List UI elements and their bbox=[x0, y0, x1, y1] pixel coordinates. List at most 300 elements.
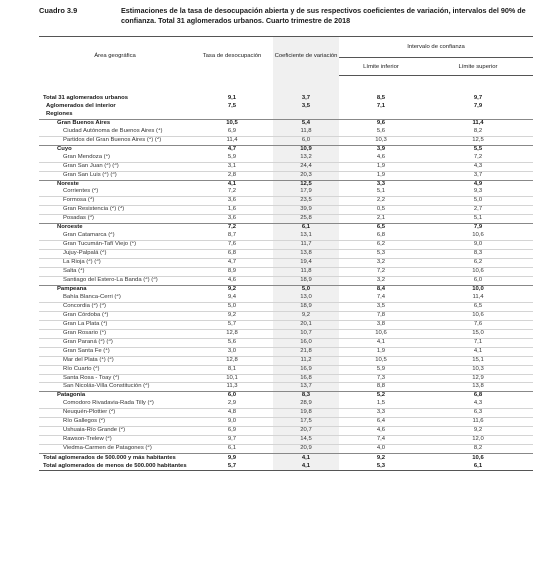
area-name: Formosa bbox=[63, 197, 88, 204]
area-name-cell bbox=[39, 374, 191, 383]
value-limite-inferior: 3,2 bbox=[376, 277, 386, 284]
value-tasa: 5,6 bbox=[191, 338, 273, 347]
value-limite-superior: 6,5 bbox=[423, 302, 533, 311]
spacer-cell bbox=[191, 76, 273, 96]
value-limite-inferior: 4,6 bbox=[339, 427, 423, 436]
value-limite-superior: 9,7 bbox=[473, 95, 483, 101]
header-coef: Coeficiente de variación bbox=[273, 37, 339, 76]
value-tasa: 10,5 bbox=[191, 119, 273, 127]
footnote-marks: ($^2$) bbox=[105, 435, 112, 443]
value-limite-superior: 2,7 bbox=[423, 206, 533, 215]
footnote-marks: ($^2$) bbox=[147, 400, 154, 407]
table-row bbox=[39, 338, 533, 347]
table-row bbox=[39, 232, 533, 240]
table-row bbox=[39, 302, 533, 311]
value-limite-superior: 9,0 bbox=[423, 241, 533, 250]
footnote-marks: ($^2$) ($^3$) bbox=[98, 338, 113, 345]
value-tasa: 12,8 bbox=[191, 356, 273, 365]
value-limite-inferior: 5,6 bbox=[339, 128, 423, 136]
footnote-marks: ($^1$) ($^2$) bbox=[99, 356, 114, 363]
footnote-marks: ($^2$) ($^3$) bbox=[86, 258, 101, 266]
value-limite-superior: 8,2 bbox=[423, 128, 533, 136]
value-coeficiente: 10,9 bbox=[273, 145, 339, 153]
table-row bbox=[39, 347, 533, 356]
value-limite-inferior: 7,4 bbox=[339, 294, 423, 302]
table-row bbox=[39, 206, 533, 215]
value-coeficiente: 20,3 bbox=[273, 171, 339, 180]
area-name-cell bbox=[39, 302, 191, 311]
footnote-marks: ($^2$) bbox=[98, 417, 106, 425]
area-name: Gran Paraná bbox=[63, 338, 99, 345]
value-limite-inferior: 2,1 bbox=[376, 215, 386, 222]
area-name-cell bbox=[39, 95, 191, 103]
table-row bbox=[39, 454, 533, 463]
area-name: Neuquén-Plottier bbox=[63, 409, 109, 416]
value-limite-inferior: 5,3 bbox=[339, 462, 423, 471]
footnote-marks: ($^1$) bbox=[99, 329, 107, 336]
footnote-marks: ($^2$) bbox=[114, 293, 121, 300]
value-tasa: 6,0 bbox=[191, 392, 273, 400]
table-row bbox=[39, 409, 533, 418]
table-row bbox=[39, 268, 533, 277]
area-name-cell bbox=[39, 259, 191, 268]
value-limite-superior: 5,1 bbox=[473, 215, 483, 222]
footnote-marks: ($^2$) bbox=[100, 249, 107, 257]
area-name-cell bbox=[39, 383, 191, 392]
value-tasa: 3,1 bbox=[191, 162, 273, 171]
table-row bbox=[39, 154, 533, 162]
footnote-marks: ($^2$) ($^3$) bbox=[109, 205, 125, 213]
value-coeficiente: 19,8 bbox=[273, 409, 339, 418]
value-coeficiente: 13,8 bbox=[273, 250, 339, 259]
value-coeficiente: 23,5 bbox=[273, 197, 339, 206]
value-coeficiente: 20,7 bbox=[273, 427, 339, 436]
value-tasa: 4,6 bbox=[227, 277, 237, 284]
area-name-cell bbox=[39, 111, 191, 119]
value-limite-superior: 11,4 bbox=[423, 294, 533, 302]
header-tasa: Tasa de desocupación bbox=[202, 53, 262, 60]
value-limite-superior: 7,9 bbox=[423, 224, 533, 232]
area-name-cell bbox=[39, 154, 191, 162]
value-limite-inferior: 5,2 bbox=[339, 392, 423, 400]
value-limite-superior: 10,3 bbox=[423, 365, 533, 374]
value-tasa: 9,0 bbox=[191, 418, 273, 427]
area-name-cell bbox=[39, 232, 191, 240]
header-intervalo: Intervalo de confianza bbox=[339, 37, 533, 58]
value-limite-inferior: 8,4 bbox=[339, 285, 423, 293]
area-name-cell bbox=[39, 294, 191, 302]
value-coeficiente: 11,8 bbox=[273, 128, 339, 136]
value-limite-superior: 7,6 bbox=[423, 320, 533, 329]
value-limite-inferior: 4,6 bbox=[339, 154, 423, 162]
value-tasa: 2,8 bbox=[227, 171, 237, 178]
table-row bbox=[39, 250, 533, 259]
table-row bbox=[39, 180, 533, 188]
value-limite-inferior: 1,9 bbox=[376, 171, 386, 178]
footnote-marks: ($^2$) bbox=[145, 444, 152, 452]
table-number: Cuadro 3.9 bbox=[39, 6, 78, 15]
value-limite-superior: 10,6 bbox=[423, 454, 533, 463]
value-tasa: 5,7 bbox=[191, 320, 273, 329]
footnote-marks: ($^2$) ($^3$) bbox=[104, 162, 119, 169]
area-name: Gran Resistencia bbox=[63, 206, 110, 213]
table-row bbox=[39, 436, 533, 445]
table-row bbox=[39, 277, 533, 286]
table-row bbox=[39, 418, 533, 427]
area-name-cell bbox=[39, 436, 191, 445]
value-limite-inferior: 2,2 bbox=[339, 197, 423, 206]
value-limite-inferior bbox=[339, 111, 423, 119]
value-coeficiente: 6,0 bbox=[273, 136, 339, 145]
value-limite-inferior: 8,5 bbox=[376, 95, 386, 101]
table-row bbox=[39, 356, 533, 365]
area-name-cell bbox=[39, 241, 191, 250]
area-name-cell bbox=[39, 392, 191, 400]
value-tasa: 9,4 bbox=[191, 294, 273, 302]
area-name-cell bbox=[39, 329, 191, 338]
value-tasa: 8,1 bbox=[191, 365, 273, 374]
area-name-cell bbox=[39, 338, 191, 347]
area-name: Río Cuarto bbox=[63, 365, 94, 372]
area-name: Gran Santa Fe bbox=[63, 347, 104, 354]
value-coeficiente: 17,9 bbox=[273, 188, 339, 196]
value-limite-superior: 4,1 bbox=[423, 347, 533, 356]
value-limite-superior: 6,1 bbox=[423, 462, 533, 471]
value-limite-superior: 13,8 bbox=[472, 383, 484, 390]
area-name-cell bbox=[39, 320, 191, 329]
footnote-marks: ($^2$) ($^3$) bbox=[102, 171, 117, 178]
table-row bbox=[39, 285, 533, 293]
area-name-cell bbox=[39, 215, 191, 224]
area-name-cell bbox=[39, 409, 191, 418]
table-header bbox=[39, 37, 533, 76]
table-row bbox=[39, 320, 533, 329]
value-tasa: 6,8 bbox=[191, 250, 273, 259]
area-name: Cuyo bbox=[57, 145, 72, 152]
value-tasa: 1,6 bbox=[191, 206, 273, 215]
value-tasa: 8,7 bbox=[191, 232, 273, 240]
value-limite-inferior: 3,8 bbox=[339, 320, 423, 329]
value-coeficiente: 19,4 bbox=[273, 259, 339, 268]
spacer-cell bbox=[339, 76, 423, 96]
value-coeficiente: 8,3 bbox=[273, 392, 339, 400]
value-tasa: 9,9 bbox=[191, 454, 273, 463]
table-row bbox=[39, 128, 533, 136]
value-coeficiente: 10,7 bbox=[273, 329, 339, 338]
value-limite-superior: 8,2 bbox=[473, 445, 483, 452]
value-coeficiente: 3,7 bbox=[273, 95, 339, 103]
value-limite-superior: 11,6 bbox=[423, 418, 533, 427]
area-name: Concordia bbox=[63, 302, 92, 309]
value-limite-superior: 10,6 bbox=[423, 311, 533, 320]
value-coeficiente: 13,1 bbox=[273, 232, 339, 240]
value-limite-inferior: 9,2 bbox=[339, 454, 423, 463]
value-coeficiente: 4,1 bbox=[273, 462, 339, 471]
area-name: Regiones bbox=[46, 110, 73, 117]
table-row bbox=[39, 427, 533, 436]
area-name: Mar del Plata bbox=[63, 356, 100, 363]
value-limite-inferior: 6,4 bbox=[339, 418, 423, 427]
value-limite-superior: 7,9 bbox=[473, 102, 483, 109]
value-tasa: 8,9 bbox=[191, 268, 273, 277]
value-coeficiente: 4,1 bbox=[273, 454, 339, 463]
value-limite-superior: 6,2 bbox=[423, 259, 533, 268]
value-limite-inferior: 7,8 bbox=[339, 311, 423, 320]
area-name: Aglomerados del interior bbox=[46, 102, 116, 109]
table-row bbox=[39, 392, 533, 400]
value-limite-inferior: 4,1 bbox=[339, 338, 423, 347]
table-row bbox=[39, 119, 533, 127]
value-coeficiente: 11,7 bbox=[273, 241, 339, 250]
value-limite-superior: 3,7 bbox=[473, 171, 483, 178]
value-coeficiente: 16,8 bbox=[273, 374, 339, 383]
value-tasa: 9,2 bbox=[191, 285, 273, 293]
value-limite-superior: 7,1 bbox=[423, 338, 533, 347]
area-name-cell bbox=[39, 136, 191, 145]
value-limite-inferior: 0,5 bbox=[339, 206, 423, 215]
value-limite-inferior: 6,5 bbox=[339, 224, 423, 232]
value-coeficiente: 16,0 bbox=[273, 338, 339, 347]
value-limite-inferior: 9,6 bbox=[339, 119, 423, 127]
value-limite-inferior: 3,5 bbox=[339, 302, 423, 311]
value-coeficiente: 14,5 bbox=[273, 436, 339, 445]
value-limite-inferior: 5,1 bbox=[339, 188, 423, 196]
footnote-marks: ($^1$) bbox=[129, 240, 137, 248]
spacer-cell bbox=[423, 76, 533, 96]
area-name-cell bbox=[39, 250, 191, 259]
area-name: La Rioja bbox=[63, 259, 87, 266]
area-name-cell bbox=[39, 128, 191, 136]
footnote-marks: ($^1$) bbox=[156, 127, 163, 134]
value-limite-inferior: 6,8 bbox=[339, 232, 423, 240]
table-row bbox=[39, 329, 533, 338]
area-name-cell bbox=[39, 454, 191, 463]
table-row bbox=[39, 383, 533, 392]
footnote-marks: ($^2$) bbox=[143, 382, 150, 390]
area-name: Posadas bbox=[63, 215, 88, 222]
table-row bbox=[39, 311, 533, 320]
footnote-marks: ($^3$) bbox=[87, 196, 95, 204]
value-tasa: 6,9 bbox=[191, 128, 273, 136]
area-name: Gran San Juan bbox=[63, 162, 105, 169]
value-coeficiente: 39,9 bbox=[273, 206, 339, 215]
value-coeficiente: 16,9 bbox=[273, 365, 339, 374]
value-limite-superior: 15,1 bbox=[423, 356, 533, 365]
area-name: Jujuy-Palpalá bbox=[63, 250, 101, 257]
area-name: Ciudad Autónoma de Buenos Aires bbox=[63, 127, 157, 134]
value-limite-superior: 4,9 bbox=[423, 180, 533, 188]
value-coeficiente: 20,1 bbox=[273, 320, 339, 329]
value-limite-inferior: 3,3 bbox=[339, 409, 423, 418]
value-limite-superior: 4,3 bbox=[423, 162, 533, 171]
area-name: Comodoro Rivadavia-Rada Tilly bbox=[63, 400, 148, 407]
value-tasa: 4,7 bbox=[191, 259, 273, 268]
value-limite-superior: 12,0 bbox=[423, 436, 533, 445]
value-tasa: 7,2 bbox=[191, 188, 273, 196]
value-coeficiente: 20,9 bbox=[273, 445, 339, 454]
value-coeficiente: 13,0 bbox=[273, 294, 339, 302]
value-limite-inferior: 3,3 bbox=[339, 180, 423, 188]
area-name-cell bbox=[39, 285, 191, 293]
value-coeficiente: 24,4 bbox=[273, 162, 339, 171]
value-tasa: 7,6 bbox=[191, 241, 273, 250]
value-limite-superior: 12,9 bbox=[423, 374, 533, 383]
table-row bbox=[39, 259, 533, 268]
value-limite-inferior: 7,1 bbox=[376, 102, 386, 109]
table-row bbox=[39, 136, 533, 145]
area-name: Gran Rosario bbox=[63, 329, 100, 336]
value-coeficiente: 12,5 bbox=[273, 180, 339, 188]
value-tasa bbox=[191, 111, 273, 119]
value-limite-inferior: 5,9 bbox=[339, 365, 423, 374]
area-name: Total aglomerados de 500.000 y más habitantes bbox=[43, 455, 176, 462]
table-row bbox=[39, 294, 533, 302]
table-row bbox=[39, 241, 533, 250]
value-limite-superior: 15,0 bbox=[423, 329, 533, 338]
area-name: Gran Mendoza bbox=[63, 153, 104, 160]
table-row bbox=[39, 215, 533, 224]
table-row bbox=[39, 374, 533, 383]
value-tasa: 5,0 bbox=[191, 302, 273, 311]
area-name-cell bbox=[39, 400, 191, 408]
table-row bbox=[39, 224, 533, 232]
table-body bbox=[39, 76, 533, 471]
area-name-cell bbox=[39, 206, 191, 215]
value-limite-superior: 9,2 bbox=[423, 427, 533, 436]
value-tasa: 5,7 bbox=[191, 462, 273, 471]
area-name: Total 31 aglomerados urbanos bbox=[43, 95, 128, 101]
value-tasa: 11,4 bbox=[226, 136, 238, 143]
value-limite-inferior: 7,2 bbox=[339, 268, 423, 277]
value-limite-superior: 10,6 bbox=[423, 232, 533, 240]
value-coeficiente: 5,0 bbox=[273, 285, 339, 293]
value-limite-superior: 8,3 bbox=[423, 250, 533, 259]
value-limite-superior: 4,3 bbox=[423, 400, 533, 408]
area-name: Partidos del Gran Buenos Aires bbox=[63, 136, 147, 143]
value-coeficiente: 25,8 bbox=[273, 215, 339, 224]
value-tasa: 4,7 bbox=[191, 145, 273, 153]
value-tasa: 12,8 bbox=[191, 329, 273, 338]
value-coeficiente: 13,7 bbox=[273, 383, 339, 392]
value-limite-superior: 10,0 bbox=[423, 285, 533, 293]
area-name-cell bbox=[39, 224, 191, 232]
value-limite-inferior: 10,5 bbox=[339, 356, 423, 365]
area-name-cell bbox=[39, 268, 191, 277]
area-name: Corrientes bbox=[63, 188, 92, 195]
value-limite-inferior: 5,3 bbox=[339, 250, 423, 259]
area-name: Patagonia bbox=[57, 392, 86, 399]
spacer-cell bbox=[39, 76, 191, 96]
area-name: Viedma-Carmen de Patagones bbox=[63, 445, 146, 452]
footnote-marks: ($^2$) bbox=[93, 365, 100, 372]
area-name-cell bbox=[39, 188, 191, 196]
value-limite-superior: 6,0 bbox=[473, 277, 483, 284]
value-coeficiente: 21,8 bbox=[273, 347, 339, 356]
value-coeficiente: 3,5 bbox=[273, 103, 339, 111]
table-row bbox=[39, 145, 533, 153]
value-limite-superior: 9,3 bbox=[423, 188, 533, 196]
unemployment-table bbox=[39, 36, 533, 471]
value-tasa: 7,2 bbox=[191, 224, 273, 232]
area-name: Santiago del Estero-La Banda bbox=[63, 277, 144, 284]
area-name-cell bbox=[39, 103, 191, 111]
area-name: Gran San Luis bbox=[63, 171, 103, 178]
value-tasa: 6,9 bbox=[191, 427, 273, 436]
value-coeficiente: 5,4 bbox=[273, 119, 339, 127]
value-limite-inferior: 1,9 bbox=[339, 162, 423, 171]
value-limite-inferior: 4,0 bbox=[376, 445, 386, 452]
area-name-cell bbox=[39, 418, 191, 427]
table-row bbox=[39, 95, 533, 103]
area-name-cell bbox=[39, 445, 191, 454]
area-name-cell bbox=[39, 311, 191, 320]
area-name: Gran Córdoba bbox=[63, 311, 102, 318]
footnote-marks: ($^1$) bbox=[101, 311, 109, 318]
footnote-marks: ($^2$) bbox=[108, 408, 116, 416]
value-limite-superior: 6,8 bbox=[423, 392, 533, 400]
value-tasa: 4,1 bbox=[191, 180, 273, 188]
value-tasa: 2,9 bbox=[191, 400, 273, 408]
value-limite-inferior: 10,3 bbox=[375, 136, 387, 143]
area-name: Ushuaia-Río Grande bbox=[63, 427, 119, 434]
header-spacer-row bbox=[39, 76, 533, 96]
value-limite-inferior: 3,9 bbox=[339, 145, 423, 153]
area-name: Pampeana bbox=[57, 285, 87, 292]
footnote-marks: ($^1$) bbox=[103, 347, 110, 354]
area-name-cell bbox=[39, 162, 191, 171]
footnote-marks: ($^2$) ($^3$) bbox=[91, 302, 106, 309]
area-name: Río Gallegos bbox=[63, 418, 99, 425]
area-name: Santa Rosa - Toay bbox=[63, 374, 113, 381]
spacer-cell bbox=[273, 76, 339, 96]
value-limite-inferior: 3,2 bbox=[339, 259, 423, 268]
table-row bbox=[39, 197, 533, 206]
table-row bbox=[39, 365, 533, 374]
value-limite-inferior: 6,2 bbox=[339, 241, 423, 250]
value-tasa: 9,2 bbox=[191, 311, 273, 320]
value-tasa: 9,7 bbox=[191, 436, 273, 445]
value-coeficiente: 18,9 bbox=[273, 302, 339, 311]
value-limite-superior: 12,5 bbox=[472, 136, 484, 143]
value-limite-superior: 7,2 bbox=[423, 154, 533, 162]
area-name-cell bbox=[39, 119, 191, 127]
footnote-marks: ($^2$) bbox=[108, 232, 115, 239]
area-name: Gran Buenos Aires bbox=[57, 119, 111, 126]
value-coeficiente: 18,9 bbox=[273, 277, 339, 286]
value-tasa: 11,3 bbox=[226, 383, 238, 390]
area-name: San Nicolás-Villa Constitución bbox=[63, 383, 144, 390]
value-limite-superior bbox=[423, 111, 533, 119]
value-limite-inferior: 7,3 bbox=[339, 374, 423, 383]
area-name-cell bbox=[39, 347, 191, 356]
footnote-marks: ($^2$) bbox=[91, 188, 99, 195]
table-row bbox=[39, 400, 533, 408]
value-coeficiente: 6,1 bbox=[273, 224, 339, 232]
area-name-cell bbox=[39, 277, 191, 286]
header-area: Área geográfica bbox=[94, 53, 136, 60]
table-row bbox=[39, 445, 533, 454]
footnote-marks: ($^1$) bbox=[78, 267, 85, 275]
area-name: Gran La Plata bbox=[63, 320, 101, 327]
value-limite-inferior: 1,5 bbox=[339, 400, 423, 408]
area-name-cell bbox=[39, 197, 191, 206]
value-tasa: 10,1 bbox=[191, 374, 273, 383]
value-limite-superior: 5,5 bbox=[423, 145, 533, 153]
table-row bbox=[39, 111, 533, 119]
area-name-cell bbox=[39, 171, 191, 180]
area-name-cell bbox=[39, 462, 191, 471]
value-limite-inferior: 7,4 bbox=[339, 436, 423, 445]
